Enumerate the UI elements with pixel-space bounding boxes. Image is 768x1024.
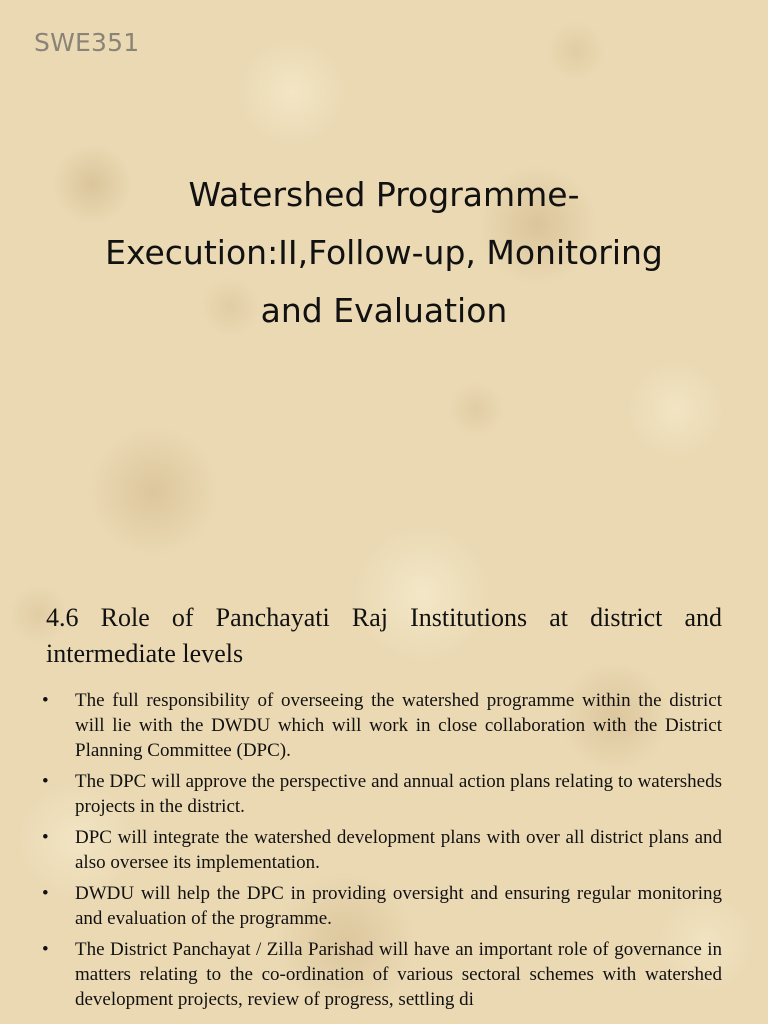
bullet-icon: •	[42, 883, 49, 904]
bullet-icon: •	[42, 690, 49, 711]
slide-title	[40, 166, 728, 340]
slide-title-line: Execution:II,Follow-up, Monitoring	[105, 233, 663, 272]
bullet-list	[40, 688, 722, 1018]
bullet-text: The full responsibility of overseeing the watershed programme within the district will lie with the DWDU which will work in close collaboration with the District Planning Committee (DPC).	[75, 690, 722, 761]
bullet-text: DPC will integrate the watershed development plans with over all district plans and also oversee its implementation.	[75, 827, 722, 873]
bullet-text: DWDU will help the DPC in providing oversight and ensuring regular monitoring and evaluation of the programme.	[75, 883, 722, 929]
section-heading: 4.6 Role of Panchayati Raj Institutions at district and intermediate levels	[46, 603, 722, 668]
bullet-icon: •	[42, 939, 49, 960]
bullet-text: The District Panchayat / Zilla Parishad will have an important role of governance in matters relating to the co-ordination of various sectoral schemes with watershed development projects, review of progress, settling di	[75, 939, 722, 1010]
course-code: SWE351	[34, 28, 140, 57]
bullet-item	[40, 881, 722, 931]
bullet-item	[40, 688, 722, 763]
bullet-icon: •	[42, 771, 49, 792]
slide-title-line: and Evaluation	[260, 291, 508, 330]
slide-title-line: Watershed Programme-	[188, 175, 580, 214]
bullet-item	[40, 825, 722, 875]
bullet-icon: •	[42, 827, 49, 848]
bullet-item	[40, 937, 722, 1012]
bullet-item	[40, 769, 722, 819]
bullet-text: The DPC will approve the perspective and annual action plans relating to watersheds projects in the district.	[75, 771, 722, 817]
